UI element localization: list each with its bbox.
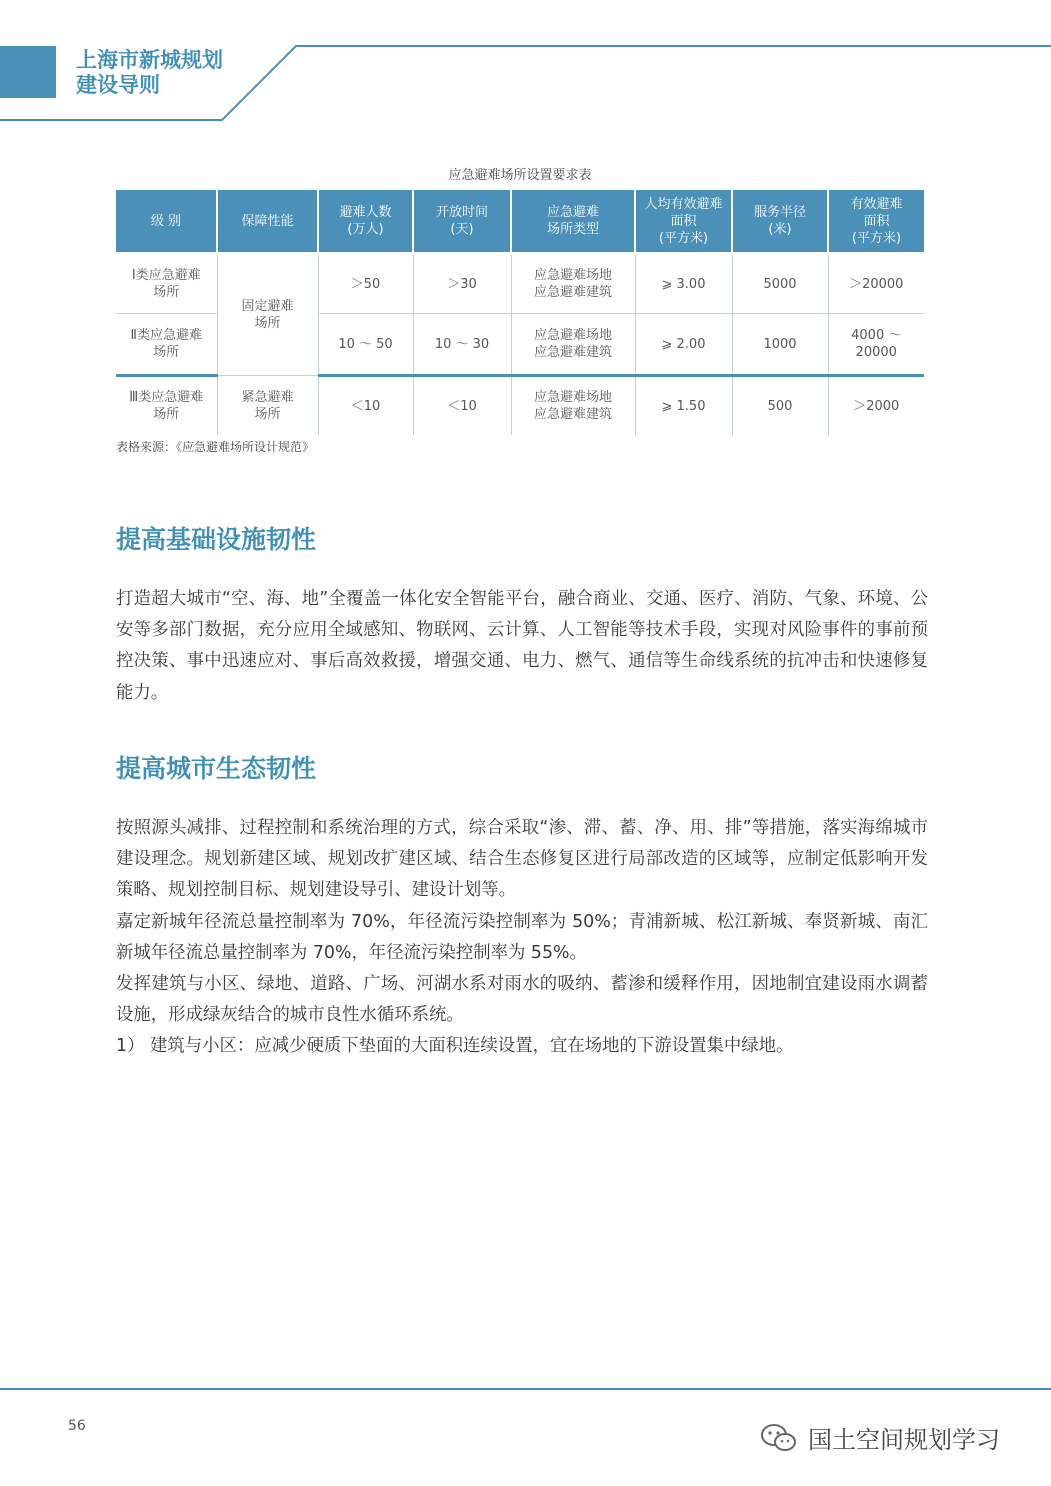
cell-per-capita: ⩾ 3.00 bbox=[635, 254, 732, 314]
paragraph: 嘉定新城年径流总量控制率为 70%，年径流污染控制率为 50%；青浦新城、松江新城、奉贤新城、南汇新城年径流总量控制率为 70%，年径流污染控制率为 55%。 bbox=[116, 911, 928, 963]
cell-radius: 5000 bbox=[732, 254, 828, 314]
cell-people: 10 ～ 50 bbox=[318, 314, 413, 376]
cell-days: 10 ～ 30 bbox=[413, 314, 511, 376]
page-number: 56 bbox=[68, 1418, 86, 1434]
cell-level: Ⅱ类应急避难 场所 bbox=[116, 314, 217, 376]
cell-performance: 紧急避难 场所 bbox=[217, 376, 318, 436]
cell-radius: 1000 bbox=[732, 314, 828, 376]
table-row bbox=[116, 376, 924, 436]
header-level: 级 别 bbox=[116, 190, 217, 254]
cell-people: ＜10 bbox=[318, 376, 413, 436]
cell-type: 应急避难场地 应急避难建筑 bbox=[511, 314, 635, 376]
paragraph: 1） 建筑与小区：应减少硬质下垫面的大面积连续设置，宜在场地的下游设置集中绿地。 bbox=[116, 1036, 794, 1057]
header-radius: 服务半径 (米) bbox=[732, 190, 828, 254]
shelter-requirements-table bbox=[116, 190, 924, 435]
cell-area: ＞2000 bbox=[853, 398, 900, 414]
table-source: 表格来源：《应急避难场所设计规范》 bbox=[116, 440, 315, 454]
paragraph: 打造超大城市“空、海、地”全覆盖一体化安全智能平台，融合商业、交通、医疗、消防、气象、环境、公安等多部门数据，充分应用全域感知、物联网、云计算、人工智能等技术手段，实现对风险事件的事前预控决策、事中迅速应对、事后高效救援，增强交通、电力、燃气、通信等生命线系统的抗冲击和快速修复能力。 bbox=[116, 589, 928, 703]
cell-area: ＞20000 bbox=[828, 254, 924, 314]
cell-performance-merged: 固定避难 场所 bbox=[217, 254, 318, 376]
cell-area: 4000 ～ 20000 bbox=[828, 314, 924, 376]
header-area: 有效避难 面积 (平方米) bbox=[828, 190, 924, 254]
watermark bbox=[760, 1420, 1000, 1455]
section-body-ecology bbox=[116, 813, 928, 1063]
cell-radius: 500 bbox=[732, 376, 828, 436]
header-people: 避难人数 (万人) bbox=[318, 190, 413, 254]
table-header-row bbox=[116, 190, 924, 254]
cell-days: ＞30 bbox=[413, 254, 511, 314]
section-heading-infrastructure: 提高基础设施韧性 bbox=[116, 525, 317, 554]
cell-days: ＜10 bbox=[413, 376, 511, 436]
section-heading-ecology: 提高城市生态韧性 bbox=[116, 754, 317, 783]
header-days: 开放时间 (天) bbox=[413, 190, 511, 254]
table-row bbox=[116, 254, 924, 314]
header-performance: 保障性能 bbox=[217, 190, 318, 254]
wechat-icon bbox=[760, 1422, 798, 1454]
header-per-capita: 人均有效避难 面积 (平方米) bbox=[635, 190, 732, 254]
cell-level: Ⅰ类应急避难 场所 bbox=[116, 254, 217, 314]
section-body-infrastructure bbox=[116, 584, 928, 709]
document-title-line2: 建设导则 bbox=[76, 73, 160, 97]
cell-type: 应急避难场地 应急避难建筑 bbox=[511, 376, 635, 436]
paragraph: 按照源头减排、过程控制和系统治理的方式，综合采取“渗、滞、蓄、净、用、排”等措施，落实海绵城市建设理念。规划新建区域、规划改扩建区域、结合生态修复区进行局部改造的区域等，应制定低影响开发策略、规划控制目标、规划建设导引、建设计划等。 bbox=[116, 818, 928, 901]
watermark-text: 国土空间规划学习 bbox=[808, 1426, 1000, 1454]
paragraph: 发挥建筑与小区、绿地、道路、广场、河湖水系对雨水的吸纳、蓄渗和缓释作用，因地制宜建设雨水调蓄设施，形成绿灰结合的城市良性水循环系统。 bbox=[116, 974, 928, 1026]
cell-level: Ⅲ类应急避难 场所 bbox=[116, 376, 217, 436]
cell-type: 应急避难场地 应急避难建筑 bbox=[511, 254, 635, 314]
footer-line bbox=[0, 1388, 1051, 1390]
table-caption: 应急避难场所设置要求表 bbox=[448, 168, 592, 183]
document-title bbox=[76, 48, 223, 98]
header-accent-block bbox=[0, 46, 56, 98]
cell-per-capita: ⩾ 1.50 bbox=[635, 376, 732, 436]
cell-people: ＞50 bbox=[318, 254, 413, 314]
document-title-line1: 上海市新城规划 bbox=[76, 48, 223, 72]
header-type: 应急避难 场所类型 bbox=[511, 190, 635, 254]
cell-per-capita: ⩾ 2.00 bbox=[635, 314, 732, 376]
